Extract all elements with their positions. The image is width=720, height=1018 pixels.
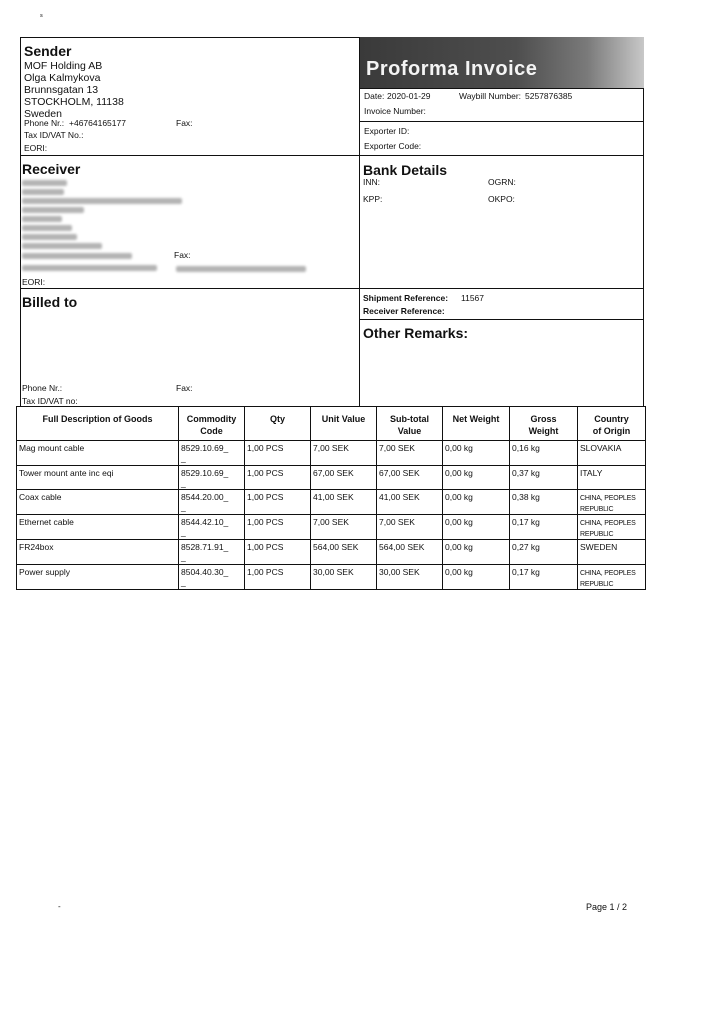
table-row xyxy=(17,564,646,589)
cell-subtotal xyxy=(377,515,443,540)
divider xyxy=(360,121,644,122)
cell-description xyxy=(17,465,179,490)
cell-country xyxy=(578,540,646,565)
sender-eori-label: EORI: xyxy=(24,143,48,153)
cell-subtotal-text: 7,00 SEK xyxy=(379,443,415,453)
column-divider xyxy=(359,37,360,407)
cell-unit-value-text: 7,00 SEK xyxy=(313,443,349,453)
cell-unit-value xyxy=(311,564,377,589)
divider xyxy=(20,155,644,156)
cell-commodity-code-text: 8544.20.00_ xyxy=(181,492,229,502)
cell-net-weight-text: 0,00 kg xyxy=(445,542,473,552)
cell-country-text: CHINA, PEOPLES REPUBLIC xyxy=(580,569,636,588)
cell-net-weight xyxy=(443,564,510,589)
cell-description xyxy=(17,441,179,466)
cell-country-text: CHINA, PEOPLES REPUBLIC xyxy=(580,495,636,513)
cell-commodity-code-text: 8528.71.91_ xyxy=(181,542,229,552)
shipment-ref-label: Shipment Reference: xyxy=(363,293,449,303)
cell-country xyxy=(578,564,646,589)
col-header-country: Country of Origin xyxy=(578,407,646,441)
cell-qty xyxy=(245,564,311,589)
waybill-label: Waybill Number: xyxy=(459,91,522,101)
cell-net-weight-text: 0,00 kg xyxy=(445,566,473,577)
cell-net-weight xyxy=(443,441,510,466)
redacted-text xyxy=(22,198,182,204)
cell-commodity-code xyxy=(179,540,245,565)
sender-line-country: Sweden xyxy=(24,108,62,120)
redacted-text xyxy=(22,225,72,231)
sender-fax-label: Fax: xyxy=(176,118,193,128)
sender-line-street: Brunnsgatan 13 xyxy=(24,84,99,96)
sender-line-city: STOCKHOLM, 11138 xyxy=(24,96,124,108)
col-header-gross-weight: Gross Weight xyxy=(510,407,578,441)
cell-qty-text: 1,00 PCS xyxy=(247,542,284,552)
redacted-text xyxy=(22,189,64,195)
cell-unit-value-text: 564,00 SEK xyxy=(313,542,359,552)
bank-heading: Bank Details xyxy=(363,162,448,178)
redacted-text xyxy=(22,180,67,186)
col-header-commodity-code: Commodity Code xyxy=(179,407,245,441)
cell-qty-text: 1,00 PCS xyxy=(247,492,284,502)
cell-gross-weight xyxy=(510,441,578,466)
redacted-text xyxy=(22,207,84,213)
sender-tax-label: Tax ID/VAT No.: xyxy=(24,130,84,140)
col-header-unit-value: Unit Value xyxy=(311,407,377,441)
redacted-text xyxy=(22,265,157,271)
waybill-value: 5257876385 xyxy=(525,91,573,101)
remarks-heading: Other Remarks: xyxy=(363,325,469,341)
cell-description-text: Power supply xyxy=(19,566,71,577)
cell-commodity-code xyxy=(179,441,245,466)
cell-qty xyxy=(245,515,311,540)
cell-subtotal-text: 30,00 SEK xyxy=(379,566,420,577)
cell-unit-value xyxy=(311,490,377,515)
cell-qty xyxy=(245,540,311,565)
table-row xyxy=(17,540,646,565)
ogrn-label: OGRN: xyxy=(488,177,516,187)
table-row xyxy=(17,515,646,540)
cell-subtotal-text: 7,00 SEK xyxy=(379,517,415,527)
cell-unit-value-text: 41,00 SEK xyxy=(313,492,354,502)
redacted-text xyxy=(22,253,132,259)
cell-gross-weight xyxy=(510,515,578,540)
cell-qty-text: 1,00 PCS xyxy=(247,566,284,577)
cell-description-text: Coax cable xyxy=(19,492,62,502)
shipment-ref-value: 11567 xyxy=(461,293,485,303)
receiver-heading: Receiver xyxy=(22,161,81,177)
table-row xyxy=(17,441,646,466)
scan-mark: ˢ xyxy=(40,12,43,21)
redacted-text xyxy=(22,234,77,240)
receiver-fax-label: Fax: xyxy=(174,250,191,260)
cell-commodity-code-text: 8529.10.69_ xyxy=(181,467,229,478)
cell-subtotal xyxy=(377,441,443,466)
cell-commodity-code-suffix: _ xyxy=(181,552,186,562)
sender-heading: Sender xyxy=(24,43,72,59)
cell-gross-weight xyxy=(510,465,578,490)
cell-unit-value xyxy=(311,540,377,565)
cell-description xyxy=(17,490,179,515)
cell-country xyxy=(578,515,646,540)
divider xyxy=(360,88,644,89)
cell-subtotal xyxy=(377,564,443,589)
sender-line-name: Olga Kalmykova xyxy=(24,72,101,84)
cell-net-weight xyxy=(443,465,510,490)
cell-gross-weight-text: 0,16 kg xyxy=(512,443,540,453)
cell-qty-text: 1,00 PCS xyxy=(247,467,284,478)
scan-mark: - xyxy=(58,902,61,911)
cell-net-weight xyxy=(443,490,510,515)
goods-table xyxy=(16,406,646,590)
page-number: Page 1 / 2 xyxy=(586,902,628,912)
cell-country xyxy=(578,465,646,490)
cell-subtotal-text: 67,00 SEK xyxy=(379,467,420,478)
cell-commodity-code-text: 8529.10.69_ xyxy=(181,443,229,453)
cell-gross-weight-text: 0,38 kg xyxy=(512,492,540,502)
cell-net-weight xyxy=(443,540,510,565)
cell-unit-value-text: 67,00 SEK xyxy=(313,467,354,478)
table-header-row xyxy=(17,407,646,441)
cell-qty xyxy=(245,441,311,466)
cell-commodity-code xyxy=(179,490,245,515)
cell-commodity-code xyxy=(179,465,245,490)
cell-subtotal-text: 41,00 SEK xyxy=(379,492,420,502)
cell-qty xyxy=(245,465,311,490)
receiver-ref-label: Receiver Reference: xyxy=(363,306,445,316)
cell-subtotal xyxy=(377,490,443,515)
cell-description-text: Mag mount cable xyxy=(19,443,85,453)
cell-country-text: SLOVAKIA xyxy=(580,443,622,453)
cell-net-weight-text: 0,00 kg xyxy=(445,517,473,527)
cell-country-text: ITALY xyxy=(580,467,603,478)
col-header-net-weight: Net Weight xyxy=(443,407,510,441)
cell-subtotal xyxy=(377,540,443,565)
kpp-label: KPP: xyxy=(363,194,383,204)
cell-description-text: FR24box xyxy=(19,542,54,552)
cell-gross-weight-text: 0,37 kg xyxy=(512,467,540,478)
cell-commodity-code-suffix: _ xyxy=(181,453,186,463)
sender-line-company: MOF Holding AB xyxy=(24,60,103,72)
cell-commodity-code-suffix: _ xyxy=(181,576,186,587)
cell-unit-value-text: 30,00 SEK xyxy=(313,566,354,577)
col-header-subtotal: Sub-total Value xyxy=(377,407,443,441)
cell-gross-weight-text: 0,17 kg xyxy=(512,566,540,577)
cell-net-weight-text: 0,00 kg xyxy=(445,492,473,502)
date-value: 2020-01-29 xyxy=(387,91,431,101)
cell-commodity-code xyxy=(179,515,245,540)
cell-unit-value-text: 7,00 SEK xyxy=(313,517,349,527)
okpo-label: OKPO: xyxy=(488,194,515,204)
cell-commodity-code-suffix: _ xyxy=(181,502,186,512)
cell-gross-weight-text: 0,17 kg xyxy=(512,517,540,527)
cell-qty xyxy=(245,490,311,515)
cell-commodity-code-suffix: _ xyxy=(181,477,186,488)
redacted-text xyxy=(22,243,102,249)
cell-unit-value xyxy=(311,441,377,466)
cell-commodity-code xyxy=(179,564,245,589)
sender-phone-label: Phone Nr.: xyxy=(24,118,65,128)
exporter-id-label: Exporter ID: xyxy=(364,126,410,136)
col-header-description: Full Description of Goods xyxy=(17,407,179,441)
cell-qty-text: 1,00 PCS xyxy=(247,517,284,527)
cell-country-text: SWEDEN xyxy=(580,542,618,552)
inn-label: INN: xyxy=(363,177,380,187)
cell-net-weight-text: 0,00 kg xyxy=(445,443,473,453)
cell-country-text: CHINA, PEOPLES REPUBLIC xyxy=(580,520,636,538)
sender-phone-value: +46764165177 xyxy=(69,118,126,128)
table-row xyxy=(17,465,646,490)
billed-heading: Billed to xyxy=(22,294,78,310)
cell-gross-weight-text: 0,27 kg xyxy=(512,542,540,552)
billed-tax-label: Tax ID/VAT no: xyxy=(22,396,78,406)
cell-net-weight xyxy=(443,515,510,540)
cell-description xyxy=(17,564,179,589)
cell-description-text: Tower mount ante inc eqi xyxy=(19,467,114,478)
cell-subtotal-text: 564,00 SEK xyxy=(379,542,425,552)
divider xyxy=(20,288,644,289)
cell-gross-weight xyxy=(510,564,578,589)
invoice-number-label: Invoice Number: xyxy=(364,106,426,116)
redacted-text xyxy=(22,216,62,222)
cell-commodity-code-text: 8504.40.30_ xyxy=(181,566,229,577)
cell-description xyxy=(17,515,179,540)
cell-gross-weight xyxy=(510,540,578,565)
cell-unit-value xyxy=(311,515,377,540)
cell-unit-value xyxy=(311,465,377,490)
document-title: Proforma Invoice xyxy=(366,58,538,80)
redacted-text xyxy=(176,266,306,272)
divider xyxy=(360,319,644,320)
cell-subtotal xyxy=(377,465,443,490)
billed-phone-label: Phone Nr.: xyxy=(22,383,63,393)
table-row xyxy=(17,490,646,515)
cell-commodity-code-text: 8544.42.10_ xyxy=(181,517,229,527)
cell-description xyxy=(17,540,179,565)
cell-gross-weight xyxy=(510,490,578,515)
receiver-eori-label: EORI: xyxy=(22,277,46,287)
col-header-qty: Qty xyxy=(245,407,311,441)
cell-qty-text: 1,00 PCS xyxy=(247,443,284,453)
exporter-code-label: Exporter Code: xyxy=(364,141,422,151)
cell-commodity-code-suffix: _ xyxy=(181,527,186,537)
cell-net-weight-text: 0,00 kg xyxy=(445,467,473,478)
billed-fax-label: Fax: xyxy=(176,383,193,393)
cell-country xyxy=(578,490,646,515)
cell-country xyxy=(578,441,646,466)
date-label: Date: xyxy=(364,91,385,101)
cell-description-text: Ethernet cable xyxy=(19,517,74,527)
